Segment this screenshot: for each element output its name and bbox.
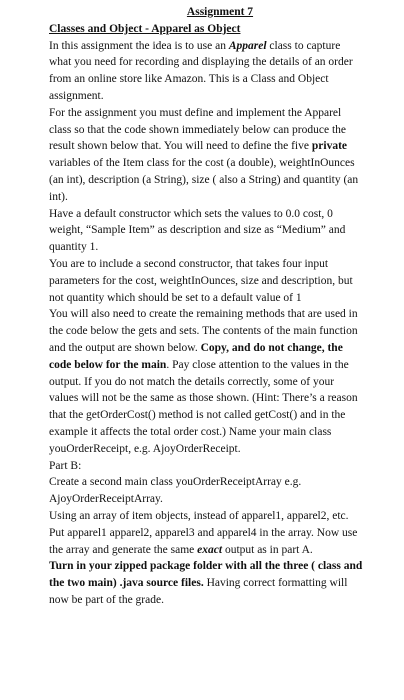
methods-text-a: You will also need to create the remaining methods that are used in the code below the gets and sets. The contents of the main function and the output are shown below. [49, 308, 358, 354]
intro-text-c: class to capture what you need for recording and displaying the details of an order from an online store like Amazon. This is a Class and Object assignment. [49, 39, 353, 102]
turn-in-emphasis: Turn in your zipped package folder with all the three ( class and the two main) .java source files. [49, 560, 363, 590]
default-constructor-paragraph: Have a default constructor which sets the values to 0.0 cost, 0 weight, “Sample Item” as description and size as “Medium” and quantity 1. [49, 207, 346, 254]
define-text-c: variables of the Item class for the cost (a double), weightInOunces (an int), description (a String), size ( also a String) and quantity (an int). [49, 157, 359, 203]
define-class-paragraph [49, 105, 363, 206]
turn-in-paragraph [49, 558, 363, 608]
document-subtitle: Classes and Object - Apparel as Object [49, 22, 241, 35]
assignment-document [49, 4, 363, 609]
intro-apparel-emphasis: Apparel [228, 39, 267, 52]
define-text-a: For the assignment you must define and implement the Apparel class so that the code shown immediately below can produce the result shown below that. You will need to define the five [49, 106, 346, 153]
part-b-heading: Part B: [49, 459, 82, 472]
intro-paragraph [49, 38, 363, 105]
array-text-c: output as in part A. [222, 543, 313, 556]
methods-text-c: . Pay close attention to the values in the output. If you do not match the details correctly, some of your values will not be the same as those shown. (Hint: There’s a reason that the getOrderCost() method is not called getCost() and in the example it affects the total order cost.) Name your main class youOrderReceipt, e.g. AjoyOrderReceipt. [49, 358, 358, 455]
array-text-a: Using an array of item objects, instead of apparel1, apparel2, etc. Put apparel1 apparel2, apparel3 and apparel4 in the array. Now use the array and generate the same [49, 509, 358, 556]
document-title: Assignment 7 [186, 6, 254, 18]
exact-emphasis: exact [197, 543, 223, 556]
methods-paragraph [49, 306, 363, 457]
array-paragraph [49, 508, 363, 558]
copy-code-emphasis: Copy, and do not change, the code below for the main [49, 341, 343, 371]
formatting-note: Having correct formatting will now be part of the grade. [49, 577, 348, 606]
intro-text-a: In this assignment the idea is to use an [49, 39, 229, 52]
part-b-create-paragraph: Create a second main class youOrderReceiptArray e.g. AjoyOrderReceiptArray. [49, 476, 302, 506]
private-emphasis: private [311, 140, 348, 153]
second-constructor-paragraph: You are to include a second constructor, that takes four input parameters for the cost, weightInOunces, size and description, but not quantity which should be set to a default value of 1 [49, 257, 353, 304]
